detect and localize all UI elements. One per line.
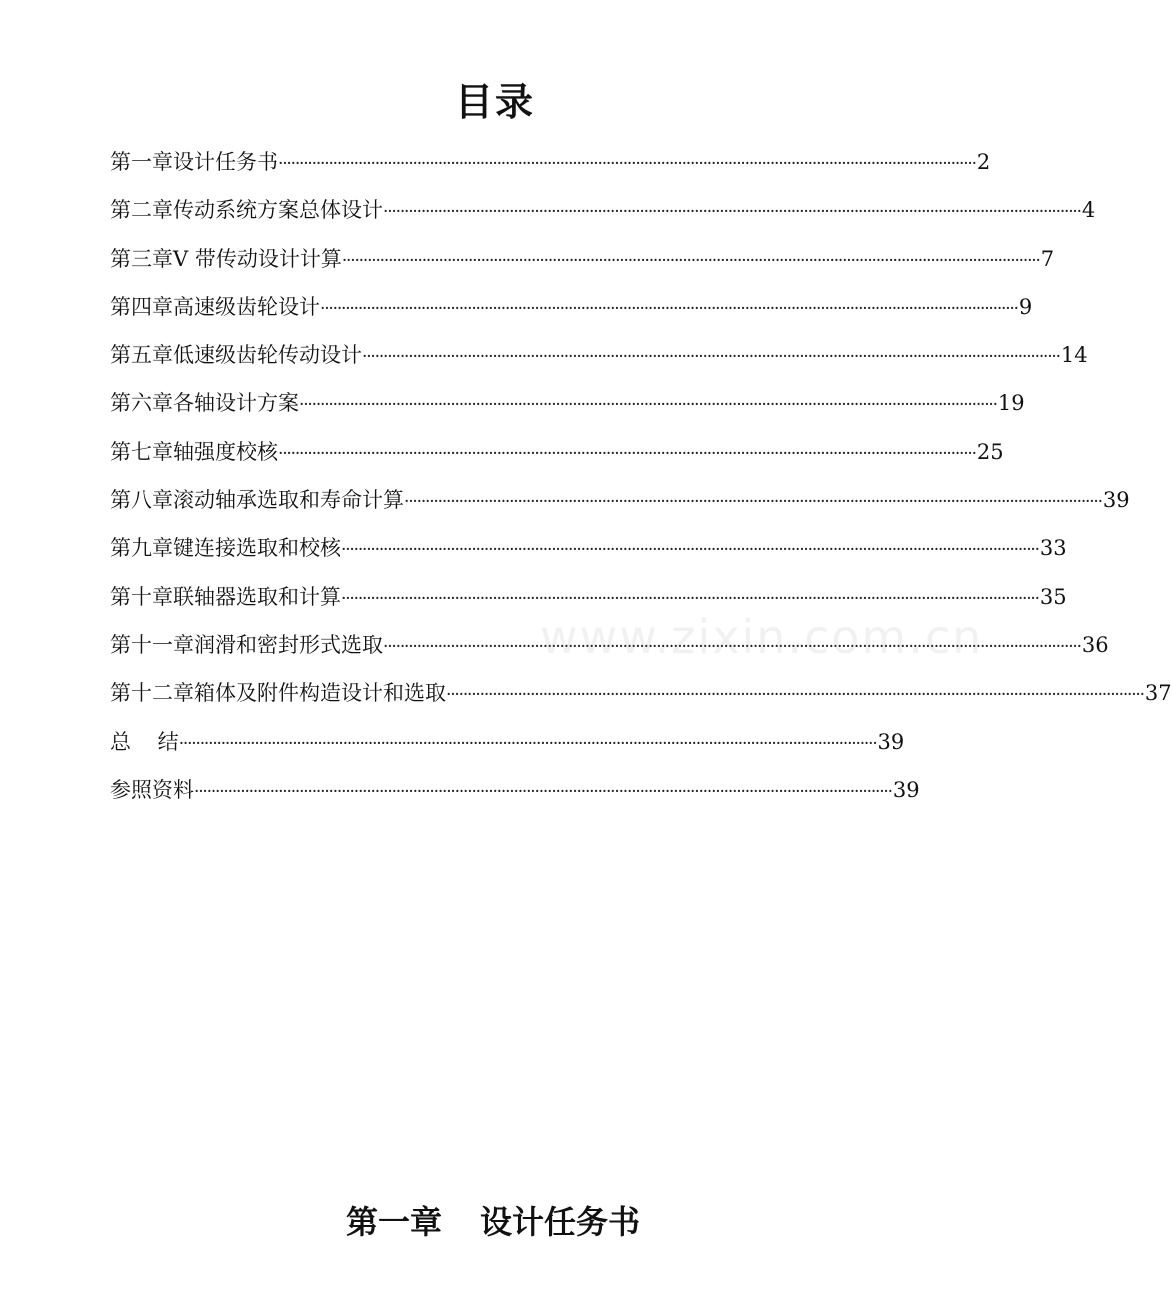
toc-entry-title: 键连接选取和校核 (173, 536, 341, 561)
toc-page-number: 9 (1018, 294, 1033, 319)
toc-dot-leader (179, 724, 877, 764)
toc-dot-leader (320, 289, 1018, 329)
toc-dot-leader (194, 772, 892, 812)
toc-entry-2[interactable] (110, 190, 1096, 238)
toc-dot-leader (362, 337, 1060, 377)
toc-entry-7[interactable] (110, 432, 1004, 480)
toc-page-number: 2 (976, 150, 991, 174)
toc-page-number: 39 (877, 729, 905, 754)
toc-page-number: 36 (1081, 632, 1109, 657)
toc-chapter-number: 第三章 (110, 246, 173, 271)
toc-chapter-number: 第八章 (110, 488, 173, 513)
chapter-title: 设计任务书 (480, 1203, 641, 1241)
toc-entry-title: V 带传动设计计算 (173, 246, 342, 271)
toc-dot-leader (278, 434, 976, 474)
toc-entry-5[interactable] (110, 335, 1088, 383)
toc-entry-title: 传动系统方案总体设计 (173, 198, 383, 223)
toc-dot-leader (446, 675, 1144, 715)
toc-entry-12[interactable] (110, 673, 1172, 721)
toc-chapter-number: 第十二章 (110, 681, 194, 706)
toc-page-number: 37 (1144, 681, 1172, 706)
toc-entry-title: 润滑和密封形式选取 (194, 632, 383, 657)
toc-chapter-number: 第十一章 (110, 632, 194, 657)
toc-chapter-number: 第六章 (110, 391, 173, 416)
toc-page-number: 7 (1040, 246, 1055, 271)
toc-chapter-number: 第十章 (110, 584, 173, 609)
toc-dot-leader (278, 144, 976, 184)
toc-dot-leader (404, 482, 1102, 522)
toc-entry-title: 各轴设计方案 (173, 391, 299, 416)
chapter-heading (0, 1200, 986, 1244)
toc-chapter-number: 第九章 (110, 536, 173, 561)
toc-dot-leader (341, 530, 1039, 570)
toc-entry-8[interactable] (110, 480, 1130, 528)
toc-entry-references[interactable] (110, 770, 920, 818)
toc-entry-title: 总 结 (110, 729, 179, 754)
toc-dot-leader (299, 385, 997, 425)
toc-entry-title: 联轴器选取和计算 (173, 584, 341, 609)
chapter-number: 第一章 (345, 1203, 442, 1241)
toc-entry-title: 低速级齿轮传动设计 (173, 343, 362, 368)
toc-page-number: 4 (1081, 198, 1096, 223)
toc-page-number: 39 (892, 777, 920, 802)
toc-entry-title: 轴强度校核 (173, 439, 278, 464)
toc-entry-1[interactable] (110, 142, 991, 190)
toc-entry-title: 滚动轴承选取和寿命计算 (173, 488, 404, 513)
toc-entry-title: 箱体及附件构造设计和选取 (194, 681, 446, 706)
toc-entry-title: 参照资料 (110, 777, 194, 802)
toc-title: 目录 (454, 79, 535, 124)
toc-entry-title: 高速级齿轮设计 (173, 294, 320, 319)
toc-page-number: 35 (1039, 584, 1067, 609)
toc-page-number: 14 (1060, 343, 1088, 368)
toc-entry-6[interactable] (110, 383, 1025, 431)
toc-page-number: 25 (976, 439, 1004, 464)
toc-chapter-number: 第七章 (110, 439, 173, 464)
toc-entry-9[interactable] (110, 528, 1067, 576)
toc-dot-leader (383, 192, 1081, 232)
watermark: www.zixin.com.cn (540, 610, 984, 664)
toc-page-number: 39 (1102, 488, 1130, 513)
toc-entry-3[interactable] (110, 239, 1055, 287)
toc-entry-summary[interactable] (110, 722, 905, 770)
toc-chapter-number: 第一章 (110, 150, 173, 174)
toc-dot-leader (342, 241, 1040, 281)
toc-entry-title: 设计任务书 (173, 150, 278, 174)
toc-chapter-number: 第二章 (110, 198, 173, 223)
toc-chapter-number: 第五章 (110, 343, 173, 368)
toc-page-number: 19 (997, 391, 1025, 416)
toc-page-number: 33 (1039, 536, 1067, 561)
toc-entry-4[interactable] (110, 287, 1033, 335)
toc-chapter-number: 第四章 (110, 294, 173, 319)
